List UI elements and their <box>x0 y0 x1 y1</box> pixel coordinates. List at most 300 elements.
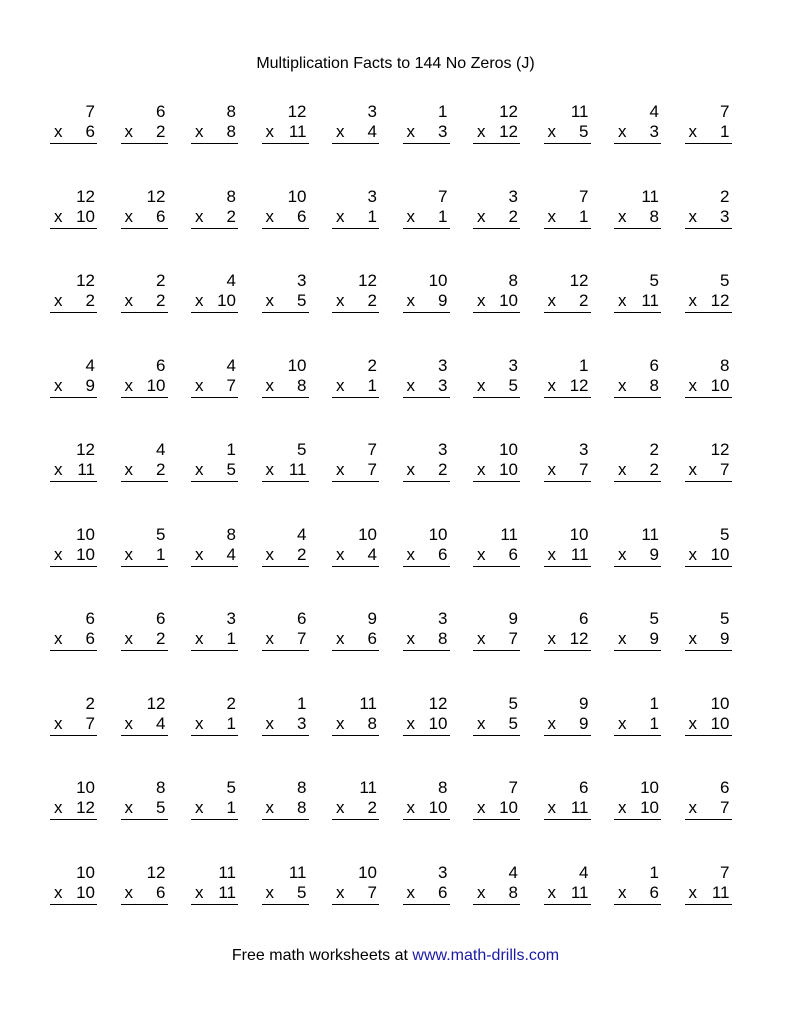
multiplicand: 4 <box>579 862 589 882</box>
problem-4-10 <box>685 355 732 440</box>
multiplier-line <box>191 291 238 313</box>
problem-grid <box>50 101 740 946</box>
multiplier-line <box>685 714 732 736</box>
multiplier: 4 <box>367 122 377 141</box>
multiplicand: 3 <box>367 102 377 121</box>
multiplicand: 2 <box>226 693 236 713</box>
multiplier-line <box>403 798 450 820</box>
multiplicand: 2 <box>720 186 730 206</box>
multiplicand: 2 <box>156 271 166 290</box>
problem-1-9 <box>614 101 661 186</box>
multiplicand: 10 <box>640 778 659 797</box>
multiplicand: 5 <box>720 271 730 290</box>
problem-5-6 <box>403 439 450 524</box>
problem-9-5 <box>332 777 379 862</box>
multiplier: 7 <box>367 882 377 902</box>
multiplicand: 8 <box>226 524 236 544</box>
multiplicand: 7 <box>579 186 589 206</box>
times-sign: x <box>477 713 486 733</box>
multiplier-line <box>685 629 732 651</box>
multiplier-line <box>332 291 379 313</box>
multiplier: 3 <box>438 375 448 395</box>
multiplier-line <box>473 545 520 567</box>
multiplier: 2 <box>156 460 166 479</box>
multiplicand: 5 <box>508 693 518 713</box>
multiplier-line <box>262 376 309 398</box>
multiplier: 11 <box>570 798 589 817</box>
problem-9-2 <box>121 777 168 862</box>
multiplicand: 12 <box>287 102 307 121</box>
multiplier-line <box>121 291 168 313</box>
problem-4-3 <box>191 355 238 440</box>
multiplier: 9 <box>649 629 659 648</box>
multiplier: 12 <box>569 375 589 395</box>
multiplicand: 10 <box>287 186 307 206</box>
times-sign: x <box>195 882 204 902</box>
problem-3-8 <box>544 270 591 355</box>
multiplier-line <box>191 798 238 820</box>
multiplier-line <box>332 376 379 398</box>
multiplicand: 8 <box>720 355 730 375</box>
multiplier-line <box>262 460 309 482</box>
problem-8-8 <box>544 693 591 778</box>
multiplier: 10 <box>217 291 236 310</box>
problem-3-7 <box>473 270 520 355</box>
multiplier-line <box>262 714 309 736</box>
times-sign: x <box>618 460 627 479</box>
multiplier: 5 <box>226 460 236 479</box>
problem-10-5 <box>332 862 379 947</box>
multiplier: 2 <box>156 291 166 310</box>
times-sign: x <box>54 544 63 564</box>
multiplicand: 11 <box>641 524 659 544</box>
multiplier: 10 <box>499 460 518 479</box>
times-sign: x <box>477 460 486 479</box>
multiplier-line <box>50 629 97 651</box>
times-sign: x <box>618 291 627 310</box>
multiplier: 8 <box>508 882 518 902</box>
multiplier-line <box>473 122 520 144</box>
multiplier: 8 <box>367 713 377 733</box>
footer-text: Free math worksheets at <box>231 947 408 964</box>
times-sign: x <box>477 206 486 226</box>
multiplier: 8 <box>649 375 659 395</box>
multiplier-line <box>544 460 591 482</box>
multiplicand: 6 <box>156 102 166 121</box>
multiplicand: 11 <box>500 524 518 544</box>
times-sign: x <box>618 798 627 817</box>
multiplier: 1 <box>226 629 236 648</box>
multiplier-line <box>50 545 97 567</box>
problem-3-10 <box>685 270 732 355</box>
multiplicand: 8 <box>156 778 166 797</box>
multiplicand: 10 <box>428 524 448 544</box>
times-sign: x <box>265 798 274 817</box>
problem-9-9 <box>614 777 661 862</box>
times-sign: x <box>477 629 486 648</box>
multiplier: 8 <box>297 798 307 817</box>
multiplier-line <box>614 376 661 398</box>
problem-7-3 <box>191 608 238 693</box>
multiplier: 2 <box>367 291 377 310</box>
times-sign: x <box>547 798 556 817</box>
multiplier: 6 <box>156 882 166 902</box>
problem-3-6 <box>403 270 450 355</box>
multiplier: 7 <box>508 629 518 648</box>
multiplicand: 6 <box>579 778 589 797</box>
multiplicand: 3 <box>438 355 448 375</box>
multiplier-line <box>262 883 309 905</box>
multiplicand: 12 <box>146 693 166 713</box>
multiplier-line <box>614 798 661 820</box>
multiplicand: 3 <box>438 440 448 459</box>
times-sign: x <box>54 291 63 310</box>
times-sign: x <box>195 544 204 564</box>
problem-4-1 <box>50 355 97 440</box>
multiplicand: 10 <box>569 524 589 544</box>
multiplier: 10 <box>640 798 659 817</box>
times-sign: x <box>265 460 274 479</box>
problem-6-4 <box>262 524 309 609</box>
multiplicand: 6 <box>156 609 166 628</box>
problem-5-10 <box>685 439 732 524</box>
multiplier: 11 <box>641 291 659 310</box>
multiplicand: 9 <box>508 609 518 628</box>
problem-4-4 <box>262 355 309 440</box>
times-sign: x <box>406 629 415 648</box>
problem-7-6 <box>403 608 450 693</box>
multiplier-line <box>614 207 661 229</box>
multiplier-line <box>50 460 97 482</box>
multiplicand: 4 <box>508 862 518 882</box>
problem-1-6 <box>403 101 450 186</box>
multiplier: 9 <box>438 291 448 310</box>
problem-10-3 <box>191 862 238 947</box>
multiplicand: 4 <box>85 355 95 375</box>
multiplier-line <box>544 714 591 736</box>
multiplier-line <box>473 714 520 736</box>
times-sign: x <box>195 713 204 733</box>
multiplier: 1 <box>156 544 166 564</box>
multiplier: 12 <box>710 291 730 310</box>
multiplier-line <box>544 122 591 144</box>
times-sign: x <box>547 375 556 395</box>
multiplier-line <box>685 291 732 313</box>
times-sign: x <box>336 122 345 141</box>
multiplier-line <box>50 714 97 736</box>
problem-6-8 <box>544 524 591 609</box>
problem-2-10 <box>685 186 732 271</box>
multiplier: 12 <box>499 122 518 141</box>
problem-4-2 <box>121 355 168 440</box>
multiplicand: 12 <box>76 271 95 290</box>
multiplier: 7 <box>720 460 730 479</box>
multiplier-line <box>403 207 450 229</box>
multiplier-line <box>121 714 168 736</box>
problem-8-9 <box>614 693 661 778</box>
multiplier-line <box>685 376 732 398</box>
times-sign: x <box>54 375 63 395</box>
multiplier-line <box>191 207 238 229</box>
multiplier: 10 <box>499 291 518 310</box>
multiplier: 2 <box>438 460 448 479</box>
problem-9-10 <box>685 777 732 862</box>
multiplier: 5 <box>579 122 589 141</box>
multiplier: 11 <box>218 882 236 902</box>
multiplier: 1 <box>226 713 236 733</box>
times-sign: x <box>688 206 697 226</box>
multiplicand: 9 <box>367 609 377 628</box>
multiplier: 10 <box>499 798 518 817</box>
multiplier: 3 <box>297 713 307 733</box>
problem-9-3 <box>191 777 238 862</box>
multiplier-line <box>262 545 309 567</box>
multiplicand: 4 <box>226 355 236 375</box>
multiplier-line <box>614 883 661 905</box>
problem-8-6 <box>403 693 450 778</box>
multiplicand: 12 <box>499 102 518 121</box>
multiplier-line <box>332 629 379 651</box>
problem-1-10 <box>685 101 732 186</box>
times-sign: x <box>265 713 274 733</box>
times-sign: x <box>195 460 204 479</box>
times-sign: x <box>336 798 345 817</box>
times-sign: x <box>547 629 556 648</box>
multiplicand: 4 <box>649 102 659 121</box>
multiplier-line <box>403 545 450 567</box>
times-sign: x <box>124 206 133 226</box>
multiplicand: 9 <box>579 693 589 713</box>
multiplier: 1 <box>367 375 377 395</box>
times-sign: x <box>547 713 556 733</box>
multiplier: 2 <box>156 629 166 648</box>
problem-3-3 <box>191 270 238 355</box>
multiplier-line <box>191 883 238 905</box>
multiplier-line <box>685 798 732 820</box>
times-sign: x <box>54 206 63 226</box>
problem-7-5 <box>332 608 379 693</box>
multiplicand: 5 <box>297 440 307 459</box>
times-sign: x <box>547 122 556 141</box>
multiplier-line <box>473 207 520 229</box>
multiplier-line <box>403 460 450 482</box>
multiplier-line <box>544 291 591 313</box>
multiplier: 3 <box>438 122 448 141</box>
multiplicand: 7 <box>720 102 730 121</box>
problem-3-2 <box>121 270 168 355</box>
multiplier-line <box>685 545 732 567</box>
multiplier-line <box>262 207 309 229</box>
problem-5-1 <box>50 439 97 524</box>
multiplicand: 6 <box>156 355 166 375</box>
multiplier-line <box>262 122 309 144</box>
multiplier: 10 <box>710 713 730 733</box>
multiplicand: 4 <box>297 524 307 544</box>
multiplier: 6 <box>367 629 377 648</box>
multiplicand: 5 <box>156 524 166 544</box>
multiplier: 5 <box>297 882 307 902</box>
times-sign: x <box>195 629 204 648</box>
multiplicand: 8 <box>508 271 518 290</box>
multiplier: 7 <box>85 713 95 733</box>
multiplicand: 11 <box>288 862 307 882</box>
times-sign: x <box>547 544 556 564</box>
times-sign: x <box>406 713 415 733</box>
multiplicand: 12 <box>569 271 589 290</box>
multiplier-line <box>332 883 379 905</box>
multiplier: 6 <box>438 882 448 902</box>
multiplier-line <box>332 714 379 736</box>
multiplier-line <box>614 545 661 567</box>
times-sign: x <box>688 460 697 479</box>
multiplier-line <box>473 376 520 398</box>
problem-10-2 <box>121 862 168 947</box>
multiplier-line <box>614 460 661 482</box>
problem-2-6 <box>403 186 450 271</box>
problem-5-2 <box>121 439 168 524</box>
multiplier: 5 <box>508 375 518 395</box>
problem-4-5 <box>332 355 379 440</box>
multiplier-line <box>121 629 168 651</box>
problem-9-6 <box>403 777 450 862</box>
multiplicand: 3 <box>508 355 518 375</box>
multiplier-line <box>262 291 309 313</box>
multiplier: 4 <box>367 544 377 564</box>
times-sign: x <box>406 882 415 902</box>
multiplier: 5 <box>508 713 518 733</box>
problem-1-4 <box>262 101 309 186</box>
multiplier-line <box>614 629 661 651</box>
problem-1-8 <box>544 101 591 186</box>
multiplier: 8 <box>649 206 659 226</box>
multiplier-line <box>544 207 591 229</box>
multiplicand: 7 <box>508 778 518 797</box>
times-sign: x <box>406 122 415 141</box>
multiplicand: 4 <box>226 271 236 290</box>
multiplier: 11 <box>77 460 95 479</box>
multiplier-line <box>544 376 591 398</box>
times-sign: x <box>688 291 697 310</box>
problem-6-6 <box>403 524 450 609</box>
multiplicand: 11 <box>359 778 377 797</box>
times-sign: x <box>124 375 133 395</box>
problem-1-7 <box>473 101 520 186</box>
times-sign: x <box>265 291 274 310</box>
multiplier: 12 <box>76 798 95 817</box>
problem-10-9 <box>614 862 661 947</box>
problem-7-7 <box>473 608 520 693</box>
multiplier-line <box>50 798 97 820</box>
problem-8-7 <box>473 693 520 778</box>
problem-6-9 <box>614 524 661 609</box>
problem-2-9 <box>614 186 661 271</box>
times-sign: x <box>547 882 556 902</box>
multiplicand: 8 <box>297 778 307 797</box>
multiplicand: 1 <box>297 693 307 713</box>
multiplier: 8 <box>438 629 448 648</box>
times-sign: x <box>124 122 133 141</box>
problem-2-1 <box>50 186 97 271</box>
problem-9-8 <box>544 777 591 862</box>
multiplier-line <box>332 798 379 820</box>
multiplier-line <box>191 545 238 567</box>
multiplier: 2 <box>156 122 166 141</box>
multiplicand: 12 <box>146 186 166 206</box>
times-sign: x <box>688 629 697 648</box>
multiplier-line <box>121 122 168 144</box>
multiplicand: 1 <box>226 440 236 459</box>
multiplicand: 10 <box>76 524 95 544</box>
problem-1-5 <box>332 101 379 186</box>
times-sign: x <box>124 798 133 817</box>
multiplier: 7 <box>226 375 236 395</box>
multiplicand: 3 <box>508 186 518 206</box>
times-sign: x <box>195 122 204 141</box>
multiplier-line <box>191 460 238 482</box>
times-sign: x <box>265 122 274 141</box>
problem-8-10 <box>685 693 732 778</box>
multiplicand: 7 <box>367 440 377 459</box>
multiplier-line <box>473 798 520 820</box>
problem-7-8 <box>544 608 591 693</box>
multiplicand: 8 <box>226 102 236 121</box>
multiplicand: 10 <box>710 693 730 713</box>
multiplicand: 6 <box>649 355 659 375</box>
times-sign: x <box>54 713 63 733</box>
problem-1-2 <box>121 101 168 186</box>
multiplier-line <box>121 376 168 398</box>
times-sign: x <box>477 544 486 564</box>
multiplicand: 5 <box>720 524 730 544</box>
multiplicand: 7 <box>85 102 95 121</box>
multiplicand: 12 <box>710 440 730 459</box>
multiplicand: 5 <box>720 609 730 628</box>
problem-2-4 <box>262 186 309 271</box>
multiplier-line <box>473 629 520 651</box>
multiplier: 9 <box>649 544 659 564</box>
multiplicand: 8 <box>438 778 448 797</box>
times-sign: x <box>54 882 63 902</box>
problem-6-10 <box>685 524 732 609</box>
multiplier-line <box>191 629 238 651</box>
times-sign: x <box>618 375 627 395</box>
multiplier: 6 <box>438 544 448 564</box>
multiplicand: 3 <box>438 862 448 882</box>
times-sign: x <box>124 460 133 479</box>
times-sign: x <box>618 713 627 733</box>
footer-link[interactable]: www.math-drills.com <box>412 947 560 964</box>
problem-6-5 <box>332 524 379 609</box>
times-sign: x <box>406 460 415 479</box>
times-sign: x <box>124 713 133 733</box>
multiplier: 4 <box>226 544 236 564</box>
problem-8-2 <box>121 693 168 778</box>
multiplicand: 7 <box>438 186 448 206</box>
multiplier-line <box>544 798 591 820</box>
problem-4-7 <box>473 355 520 440</box>
multiplier: 5 <box>297 291 307 310</box>
multiplicand: 1 <box>579 355 589 375</box>
multiplier-line <box>50 122 97 144</box>
multiplicand: 12 <box>76 440 95 459</box>
multiplier: 6 <box>156 206 166 226</box>
multiplier-line <box>121 883 168 905</box>
multiplier-line <box>121 460 168 482</box>
multiplier: 2 <box>508 206 518 226</box>
multiplier-line <box>403 629 450 651</box>
multiplicand: 12 <box>146 862 166 882</box>
multiplicand: 10 <box>499 440 518 459</box>
